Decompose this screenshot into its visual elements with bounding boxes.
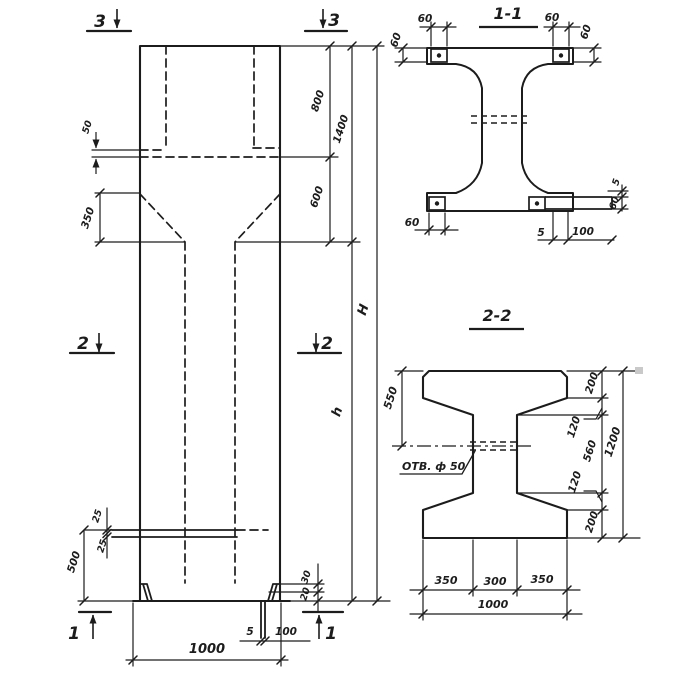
dim-label-H: H	[354, 302, 373, 318]
dim-label-20: 20	[298, 586, 313, 603]
section-2-2-outline	[423, 371, 567, 538]
dim-label-350: 350	[79, 205, 98, 231]
dim-label-2-2-550: 550	[380, 384, 401, 411]
dim-label-2-2-1200: 1200	[601, 425, 624, 459]
dim-label-25-b: 25	[95, 538, 110, 555]
section-mark-2-left: 2	[77, 334, 89, 354]
dim-label-2-2-120-bottom: 120	[566, 469, 585, 495]
section-1-1-title: 1-1	[493, 4, 523, 23]
dim-label-2-2-300: 300	[483, 575, 507, 588]
anchor-dot-bottom-left	[435, 201, 439, 205]
dim-label-anchor-100: 100	[275, 626, 297, 638]
dim-label-1400: 1400	[330, 113, 352, 145]
anchor-bar-1-1	[545, 197, 612, 209]
dim-label-2-2-200-bottom: 200	[583, 509, 602, 535]
section-mark-2-right: 2	[321, 334, 333, 354]
section-mark-lines	[70, 31, 347, 612]
dim-label-1-1-tl-60h: 60	[417, 13, 433, 25]
dim-label-25-a: 25	[90, 508, 105, 525]
hole-label: ОТВ. ф 50	[402, 460, 466, 473]
dim-label-1-1-br-5v: 5	[610, 177, 623, 188]
dim-label-2-2-560: 560	[581, 438, 600, 464]
dim-label-2-2-350-right: 350	[530, 573, 554, 586]
column-outline	[133, 46, 290, 601]
dim-label-500: 500	[65, 549, 84, 575]
dim-label-1-1-tl-60v: 60	[388, 31, 405, 49]
dim-label-2-2-350-left: 350	[434, 574, 458, 587]
section-1-1-outline	[427, 48, 573, 211]
section-1-1-dim-lines	[395, 22, 628, 240]
anchor-dot-top-left	[437, 53, 441, 57]
dim-label-1-1-tr-60v: 60	[578, 23, 595, 41]
dim-label-1-1-b-5: 5	[537, 227, 545, 239]
anchor-dot-top-right	[559, 53, 563, 57]
section-2-2-view	[381, 306, 643, 620]
dim-label-h: h	[329, 405, 347, 419]
dim-label-2-2-200-top: 200	[583, 370, 602, 396]
section-2-2-title: 2-2	[482, 306, 512, 325]
column-details	[112, 530, 280, 638]
anchor-dot-bottom-right	[535, 201, 539, 205]
dim-label-800: 800	[309, 88, 328, 114]
dim-label-1-1-bl-60: 60	[404, 217, 420, 229]
section-mark-1-left: 1	[68, 624, 80, 644]
section-1-1-view	[388, 4, 628, 244]
dim-label-1-1-b-100: 100	[572, 226, 594, 238]
dim-label-30: 30	[299, 569, 314, 586]
section-mark-3-left: 3	[94, 12, 106, 32]
scan-artifact	[635, 367, 643, 374]
dim-label-2-2-1000: 1000	[477, 598, 509, 611]
section-mark-3-right: 3	[328, 11, 340, 31]
dim-label-1000: 1000	[188, 642, 226, 657]
dim-label-1-1-tr-60h: 60	[544, 12, 560, 24]
dim-label-600: 600	[308, 184, 327, 210]
web-hole-hidden-lines	[471, 116, 529, 123]
dim-label-anchor-5: 5	[246, 626, 254, 638]
section-2-2-dim-lines	[395, 371, 640, 620]
dim-label-2-2-120-top: 120	[565, 414, 584, 440]
main-elevation-view	[65, 9, 390, 666]
dim-label-1-1-br-60v: 60	[607, 195, 622, 212]
dim-label-50: 50	[80, 119, 95, 136]
column-hidden-lines	[140, 46, 280, 583]
section-mark-1-right: 1	[325, 624, 337, 644]
